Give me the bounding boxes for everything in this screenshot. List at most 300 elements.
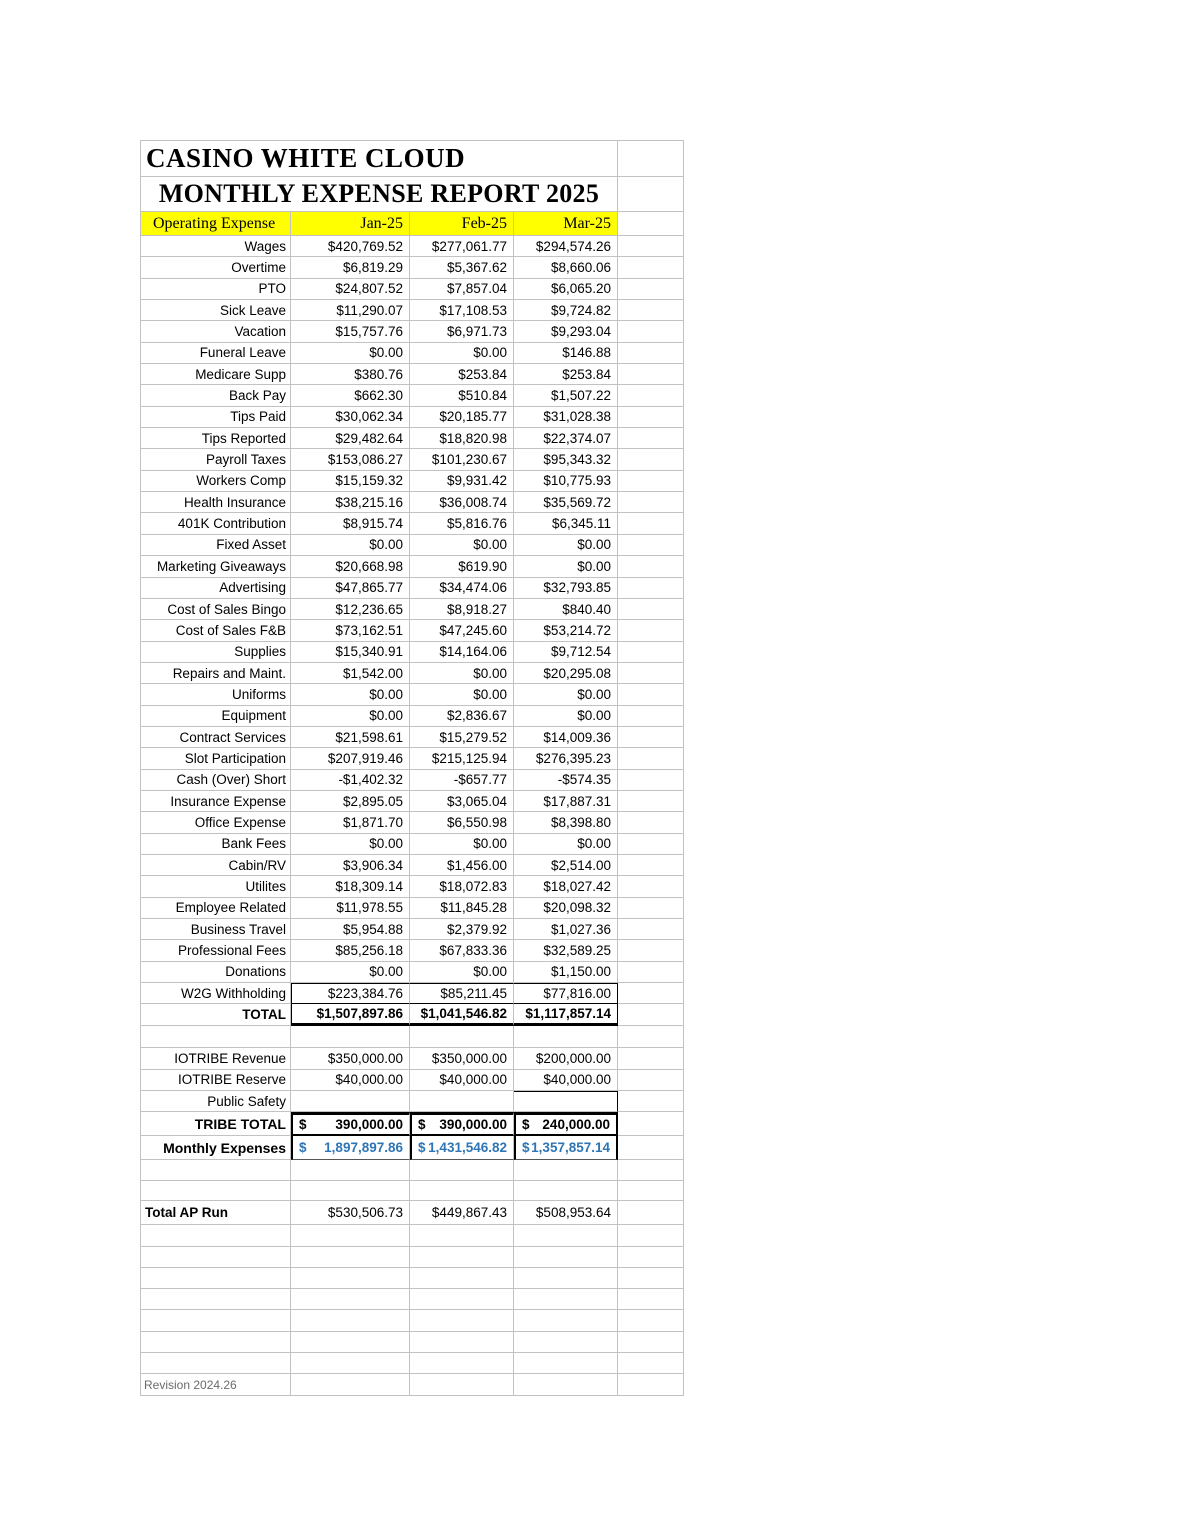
expense-row	[141, 962, 684, 983]
empty-cell	[618, 834, 684, 855]
empty-cell	[618, 684, 684, 705]
empty-cell	[618, 513, 684, 534]
empty-cell	[618, 1353, 684, 1374]
empty-cell	[291, 1289, 410, 1310]
row-value: $2,836.67	[410, 706, 514, 727]
expense-row	[141, 343, 684, 364]
empty-cell	[410, 1310, 514, 1331]
row-label: Marketing Giveaways	[141, 556, 291, 577]
empty-cell	[618, 1374, 684, 1396]
empty-cell	[141, 1247, 291, 1268]
row-label: Employee Related	[141, 898, 291, 919]
expense-row	[141, 770, 684, 791]
row-value: $0.00	[291, 706, 410, 727]
row-value: $9,931.42	[410, 471, 514, 492]
expense-row	[141, 791, 684, 812]
empty-row	[141, 1247, 684, 1268]
expense-row	[141, 919, 684, 940]
row-value	[410, 1112, 514, 1136]
row-value: $223,384.76	[291, 983, 410, 1004]
empty-row	[141, 1353, 684, 1374]
empty-cell	[618, 663, 684, 684]
empty-cell	[618, 940, 684, 961]
row-value: $20,668.98	[291, 556, 410, 577]
row-label: Utilites	[141, 876, 291, 897]
expense-row	[141, 492, 684, 513]
expense-row	[141, 727, 684, 748]
row-value: $47,865.77	[291, 578, 410, 599]
row-value: $215,125.94	[410, 748, 514, 769]
row-value: $14,164.06	[410, 642, 514, 663]
empty-cell	[618, 1070, 684, 1091]
row-value: $34,474.06	[410, 578, 514, 599]
empty-cell	[618, 919, 684, 940]
row-label: Cabin/RV	[141, 855, 291, 876]
empty-row	[141, 1225, 684, 1246]
row-value: $253.84	[410, 364, 514, 385]
empty-cell	[618, 983, 684, 1004]
empty-cell	[291, 1353, 410, 1374]
empty-cell	[141, 1289, 291, 1310]
row-value: $508,953.64	[514, 1201, 618, 1225]
row-value: $510.84	[410, 385, 514, 406]
row-value: $294,574.26	[514, 236, 618, 257]
empty-cell	[141, 1268, 291, 1289]
empty-cell	[141, 1225, 291, 1246]
row-label: Tips Reported	[141, 428, 291, 449]
row-value	[514, 1136, 618, 1160]
empty-row	[141, 1181, 684, 1202]
expense-row	[141, 449, 684, 470]
expense-row	[141, 706, 684, 727]
subtitle-row	[141, 177, 684, 212]
ap-run-row	[141, 1201, 684, 1225]
empty-cell	[618, 212, 684, 236]
column-header-operating-expense: Operating Expense	[141, 212, 291, 236]
currency-symbol: $	[299, 1117, 307, 1133]
currency-symbol: $	[299, 1140, 307, 1156]
row-label: TRIBE TOTAL	[141, 1112, 291, 1136]
amount: 390,000.00	[335, 1117, 403, 1133]
empty-cell	[141, 1332, 291, 1353]
amount: 1,897,897.86	[324, 1140, 403, 1156]
empty-cell	[618, 1004, 684, 1026]
empty-cell	[618, 620, 684, 641]
row-value: $15,757.76	[291, 321, 410, 342]
row-value: $18,072.83	[410, 876, 514, 897]
empty-cell	[410, 1268, 514, 1289]
row-value: $276,395.23	[514, 748, 618, 769]
row-value: $18,027.42	[514, 876, 618, 897]
row-label: Monthly Expenses	[141, 1136, 291, 1160]
row-value: $7,857.04	[410, 279, 514, 300]
row-value: $53,214.72	[514, 620, 618, 641]
row-label: Office Expense	[141, 812, 291, 833]
empty-row	[141, 1026, 684, 1048]
row-value: $662.30	[291, 385, 410, 406]
empty-cell	[618, 791, 684, 812]
empty-cell	[618, 1332, 684, 1353]
empty-cell	[618, 855, 684, 876]
empty-cell	[618, 343, 684, 364]
row-value: $29,482.64	[291, 428, 410, 449]
amount: 1,357,857.14	[531, 1140, 610, 1156]
empty-cell	[618, 1136, 684, 1160]
row-label: IOTRIBE Revenue	[141, 1048, 291, 1069]
expense-row	[141, 300, 684, 321]
row-label: Contract Services	[141, 727, 291, 748]
row-label: Insurance Expense	[141, 791, 291, 812]
column-header-feb: Feb-25	[410, 212, 514, 236]
row-value: $15,340.91	[291, 642, 410, 663]
expense-row	[141, 535, 684, 556]
report-title: CASINO WHITE CLOUD	[141, 141, 618, 177]
row-value: $0.00	[514, 684, 618, 705]
expense-row	[141, 279, 684, 300]
expense-row	[141, 321, 684, 342]
row-value: $0.00	[410, 962, 514, 983]
row-value: $1,871.70	[291, 812, 410, 833]
empty-cell	[141, 1026, 291, 1048]
row-value: $9,712.54	[514, 642, 618, 663]
row-value: $95,343.32	[514, 449, 618, 470]
row-value: $1,027.36	[514, 919, 618, 940]
empty-cell	[514, 1332, 618, 1353]
empty-cell	[410, 1289, 514, 1310]
tribe-row	[141, 1048, 684, 1069]
empty-cell	[618, 279, 684, 300]
empty-cell	[618, 364, 684, 385]
row-label: Advertising	[141, 578, 291, 599]
row-value: $0.00	[410, 834, 514, 855]
monthly-expenses-row	[141, 1136, 684, 1160]
column-header-row	[141, 212, 684, 236]
currency-symbol: $	[418, 1117, 426, 1133]
row-label: Health Insurance	[141, 492, 291, 513]
row-value: $0.00	[410, 684, 514, 705]
row-value: $77,816.00	[514, 983, 618, 1004]
row-value: $0.00	[291, 535, 410, 556]
empty-cell	[618, 1112, 684, 1136]
empty-cell	[514, 1026, 618, 1048]
row-value: $12,236.65	[291, 599, 410, 620]
row-label: Equipment	[141, 706, 291, 727]
empty-cell	[618, 471, 684, 492]
row-value: $0.00	[291, 834, 410, 855]
row-label: Supplies	[141, 642, 291, 663]
expense-row	[141, 407, 684, 428]
row-value: $8,660.06	[514, 257, 618, 278]
row-value: $1,507.22	[514, 385, 618, 406]
empty-cell	[291, 1247, 410, 1268]
column-header-mar: Mar-25	[514, 212, 618, 236]
amount: 240,000.00	[542, 1117, 610, 1133]
empty-cell	[618, 535, 684, 556]
expense-row	[141, 748, 684, 769]
row-value	[514, 1112, 618, 1136]
row-value: $420,769.52	[291, 236, 410, 257]
row-label: Bank Fees	[141, 834, 291, 855]
empty-cell	[514, 1247, 618, 1268]
row-value: $840.40	[514, 599, 618, 620]
row-label: TOTAL	[141, 1004, 291, 1026]
currency-symbol: $	[418, 1140, 426, 1156]
row-value: $11,290.07	[291, 300, 410, 321]
row-label: Medicare Supp	[141, 364, 291, 385]
empty-cell	[618, 1289, 684, 1310]
column-header-jan: Jan-25	[291, 212, 410, 236]
empty-cell	[141, 1310, 291, 1331]
row-value: $0.00	[291, 962, 410, 983]
row-label: W2G Withholding	[141, 983, 291, 1004]
row-value: -$574.35	[514, 770, 618, 791]
row-value: $18,820.98	[410, 428, 514, 449]
expense-row	[141, 513, 684, 534]
empty-cell	[410, 1247, 514, 1268]
row-value: $38,215.16	[291, 492, 410, 513]
row-label: Sick Leave	[141, 300, 291, 321]
revision-note: Revision 2024.26	[141, 1374, 291, 1396]
row-label: PTO	[141, 279, 291, 300]
empty-cell	[514, 1181, 618, 1202]
tribe-row	[141, 1091, 684, 1112]
row-value: $32,793.85	[514, 578, 618, 599]
row-value: $2,895.05	[291, 791, 410, 812]
row-value: $5,816.76	[410, 513, 514, 534]
empty-cell	[618, 300, 684, 321]
row-value: $1,507,897.86	[291, 1004, 410, 1026]
empty-cell	[618, 962, 684, 983]
expense-row	[141, 983, 684, 1004]
row-label: Tips Paid	[141, 407, 291, 428]
row-value: $11,845.28	[410, 898, 514, 919]
row-label: Back Pay	[141, 385, 291, 406]
empty-cell	[514, 1225, 618, 1246]
row-label: Uniforms	[141, 684, 291, 705]
row-value: $0.00	[291, 343, 410, 364]
revision-row	[141, 1374, 684, 1396]
row-value: $207,919.46	[291, 748, 410, 769]
empty-cell	[514, 1160, 618, 1181]
row-value: $530,506.73	[291, 1201, 410, 1225]
expense-row	[141, 812, 684, 833]
empty-cell	[618, 407, 684, 428]
empty-cell	[618, 706, 684, 727]
row-value: $10,775.93	[514, 471, 618, 492]
row-value: $0.00	[514, 556, 618, 577]
row-label: Public Safety	[141, 1091, 291, 1112]
empty-cell	[514, 1374, 618, 1396]
row-value: $2,514.00	[514, 855, 618, 876]
row-value: $3,906.34	[291, 855, 410, 876]
row-value: $8,398.80	[514, 812, 618, 833]
row-value: $0.00	[514, 834, 618, 855]
empty-cell	[141, 1353, 291, 1374]
empty-cell	[291, 1332, 410, 1353]
row-value: $36,008.74	[410, 492, 514, 513]
row-value	[291, 1136, 410, 1160]
row-label: Overtime	[141, 257, 291, 278]
empty-cell	[291, 1268, 410, 1289]
empty-cell	[291, 1026, 410, 1048]
empty-row	[141, 1310, 684, 1331]
empty-cell	[618, 1026, 684, 1048]
row-value: $8,918.27	[410, 599, 514, 620]
row-value: $146.88	[514, 343, 618, 364]
empty-cell	[618, 1247, 684, 1268]
row-label: Wages	[141, 236, 291, 257]
empty-cell	[618, 1091, 684, 1112]
row-label: Business Travel	[141, 919, 291, 940]
empty-row	[141, 1268, 684, 1289]
empty-cell	[618, 257, 684, 278]
row-value: $5,954.88	[291, 919, 410, 940]
row-value: $0.00	[291, 684, 410, 705]
empty-cell	[618, 177, 684, 212]
row-value: $18,309.14	[291, 876, 410, 897]
empty-cell	[618, 385, 684, 406]
empty-cell	[410, 1026, 514, 1048]
row-value: $21,598.61	[291, 727, 410, 748]
row-value: $11,978.55	[291, 898, 410, 919]
expense-row	[141, 599, 684, 620]
expense-row	[141, 834, 684, 855]
empty-cell	[410, 1332, 514, 1353]
title-row	[141, 141, 684, 177]
sheet-body	[141, 236, 684, 1396]
row-value: $0.00	[410, 663, 514, 684]
empty-cell	[291, 1310, 410, 1331]
row-label: Fixed Asset	[141, 535, 291, 556]
row-value: $0.00	[410, 343, 514, 364]
amount: 1,431,546.82	[428, 1140, 507, 1156]
row-value: $1,542.00	[291, 663, 410, 684]
empty-cell	[514, 1310, 618, 1331]
empty-cell	[618, 1048, 684, 1069]
empty-cell	[410, 1353, 514, 1374]
empty-cell	[618, 428, 684, 449]
row-value: $6,971.73	[410, 321, 514, 342]
expense-row	[141, 684, 684, 705]
row-value: $85,211.45	[410, 983, 514, 1004]
empty-cell	[618, 748, 684, 769]
row-value: $6,550.98	[410, 812, 514, 833]
empty-cell	[410, 1225, 514, 1246]
row-label: Total AP Run	[141, 1201, 291, 1225]
empty-row	[141, 1289, 684, 1310]
empty-cell	[618, 1201, 684, 1225]
empty-cell	[618, 236, 684, 257]
row-label: Workers Comp	[141, 471, 291, 492]
currency-symbol: $	[522, 1117, 530, 1133]
expense-row	[141, 620, 684, 641]
row-label: Cost of Sales Bingo	[141, 599, 291, 620]
expense-row	[141, 236, 684, 257]
empty-cell	[618, 1225, 684, 1246]
amount: 390,000.00	[439, 1117, 507, 1133]
row-value: $32,589.25	[514, 940, 618, 961]
row-label: Professional Fees	[141, 940, 291, 961]
row-value: $47,245.60	[410, 620, 514, 641]
row-label: Payroll Taxes	[141, 449, 291, 470]
row-value: $73,162.51	[291, 620, 410, 641]
tribe-row	[141, 1070, 684, 1091]
row-value: $24,807.52	[291, 279, 410, 300]
empty-cell	[141, 1181, 291, 1202]
row-value: $0.00	[410, 535, 514, 556]
empty-cell	[291, 1181, 410, 1202]
row-value: $6,345.11	[514, 513, 618, 534]
expense-row	[141, 642, 684, 663]
row-label: IOTRIBE Reserve	[141, 1070, 291, 1091]
empty-cell	[618, 812, 684, 833]
row-value: $6,065.20	[514, 279, 618, 300]
row-value: $0.00	[514, 535, 618, 556]
empty-cell	[410, 1160, 514, 1181]
row-value: $17,108.53	[410, 300, 514, 321]
row-value: $200,000.00	[514, 1048, 618, 1069]
expense-row	[141, 876, 684, 897]
expense-row	[141, 428, 684, 449]
empty-cell	[618, 141, 684, 177]
row-value: $15,159.32	[291, 471, 410, 492]
empty-cell	[618, 770, 684, 791]
empty-cell	[291, 1374, 410, 1396]
row-value: $277,061.77	[410, 236, 514, 257]
empty-cell	[618, 449, 684, 470]
row-value: $253.84	[514, 364, 618, 385]
expense-row	[141, 471, 684, 492]
row-value: $31,028.38	[514, 407, 618, 428]
empty-cell	[514, 1289, 618, 1310]
empty-cell	[618, 321, 684, 342]
row-value: $1,041,546.82	[410, 1004, 514, 1026]
report-subtitle: MONTHLY EXPENSE REPORT 2025	[141, 177, 618, 212]
empty-cell	[141, 1160, 291, 1181]
expense-row	[141, 578, 684, 599]
row-value: $22,374.07	[514, 428, 618, 449]
row-value: $6,819.29	[291, 257, 410, 278]
row-value: -$657.77	[410, 770, 514, 791]
empty-cell	[618, 642, 684, 663]
row-value	[514, 1091, 618, 1112]
expense-row	[141, 257, 684, 278]
row-value: $20,185.77	[410, 407, 514, 428]
row-value	[410, 1091, 514, 1112]
expense-report-sheet	[140, 140, 684, 1396]
empty-cell	[410, 1374, 514, 1396]
row-label: Donations	[141, 962, 291, 983]
empty-cell	[618, 1181, 684, 1202]
total-row	[141, 1004, 684, 1026]
row-value: $1,456.00	[410, 855, 514, 876]
expense-row	[141, 898, 684, 919]
row-value: $5,367.62	[410, 257, 514, 278]
row-value: $8,915.74	[291, 513, 410, 534]
row-label: Funeral Leave	[141, 343, 291, 364]
empty-cell	[618, 876, 684, 897]
row-value: $0.00	[514, 706, 618, 727]
row-value: $101,230.67	[410, 449, 514, 470]
row-value: $14,009.36	[514, 727, 618, 748]
empty-cell	[618, 599, 684, 620]
empty-cell	[514, 1268, 618, 1289]
empty-cell	[291, 1160, 410, 1181]
empty-cell	[618, 1160, 684, 1181]
empty-cell	[618, 1268, 684, 1289]
empty-cell	[618, 556, 684, 577]
row-value: $2,379.92	[410, 919, 514, 940]
